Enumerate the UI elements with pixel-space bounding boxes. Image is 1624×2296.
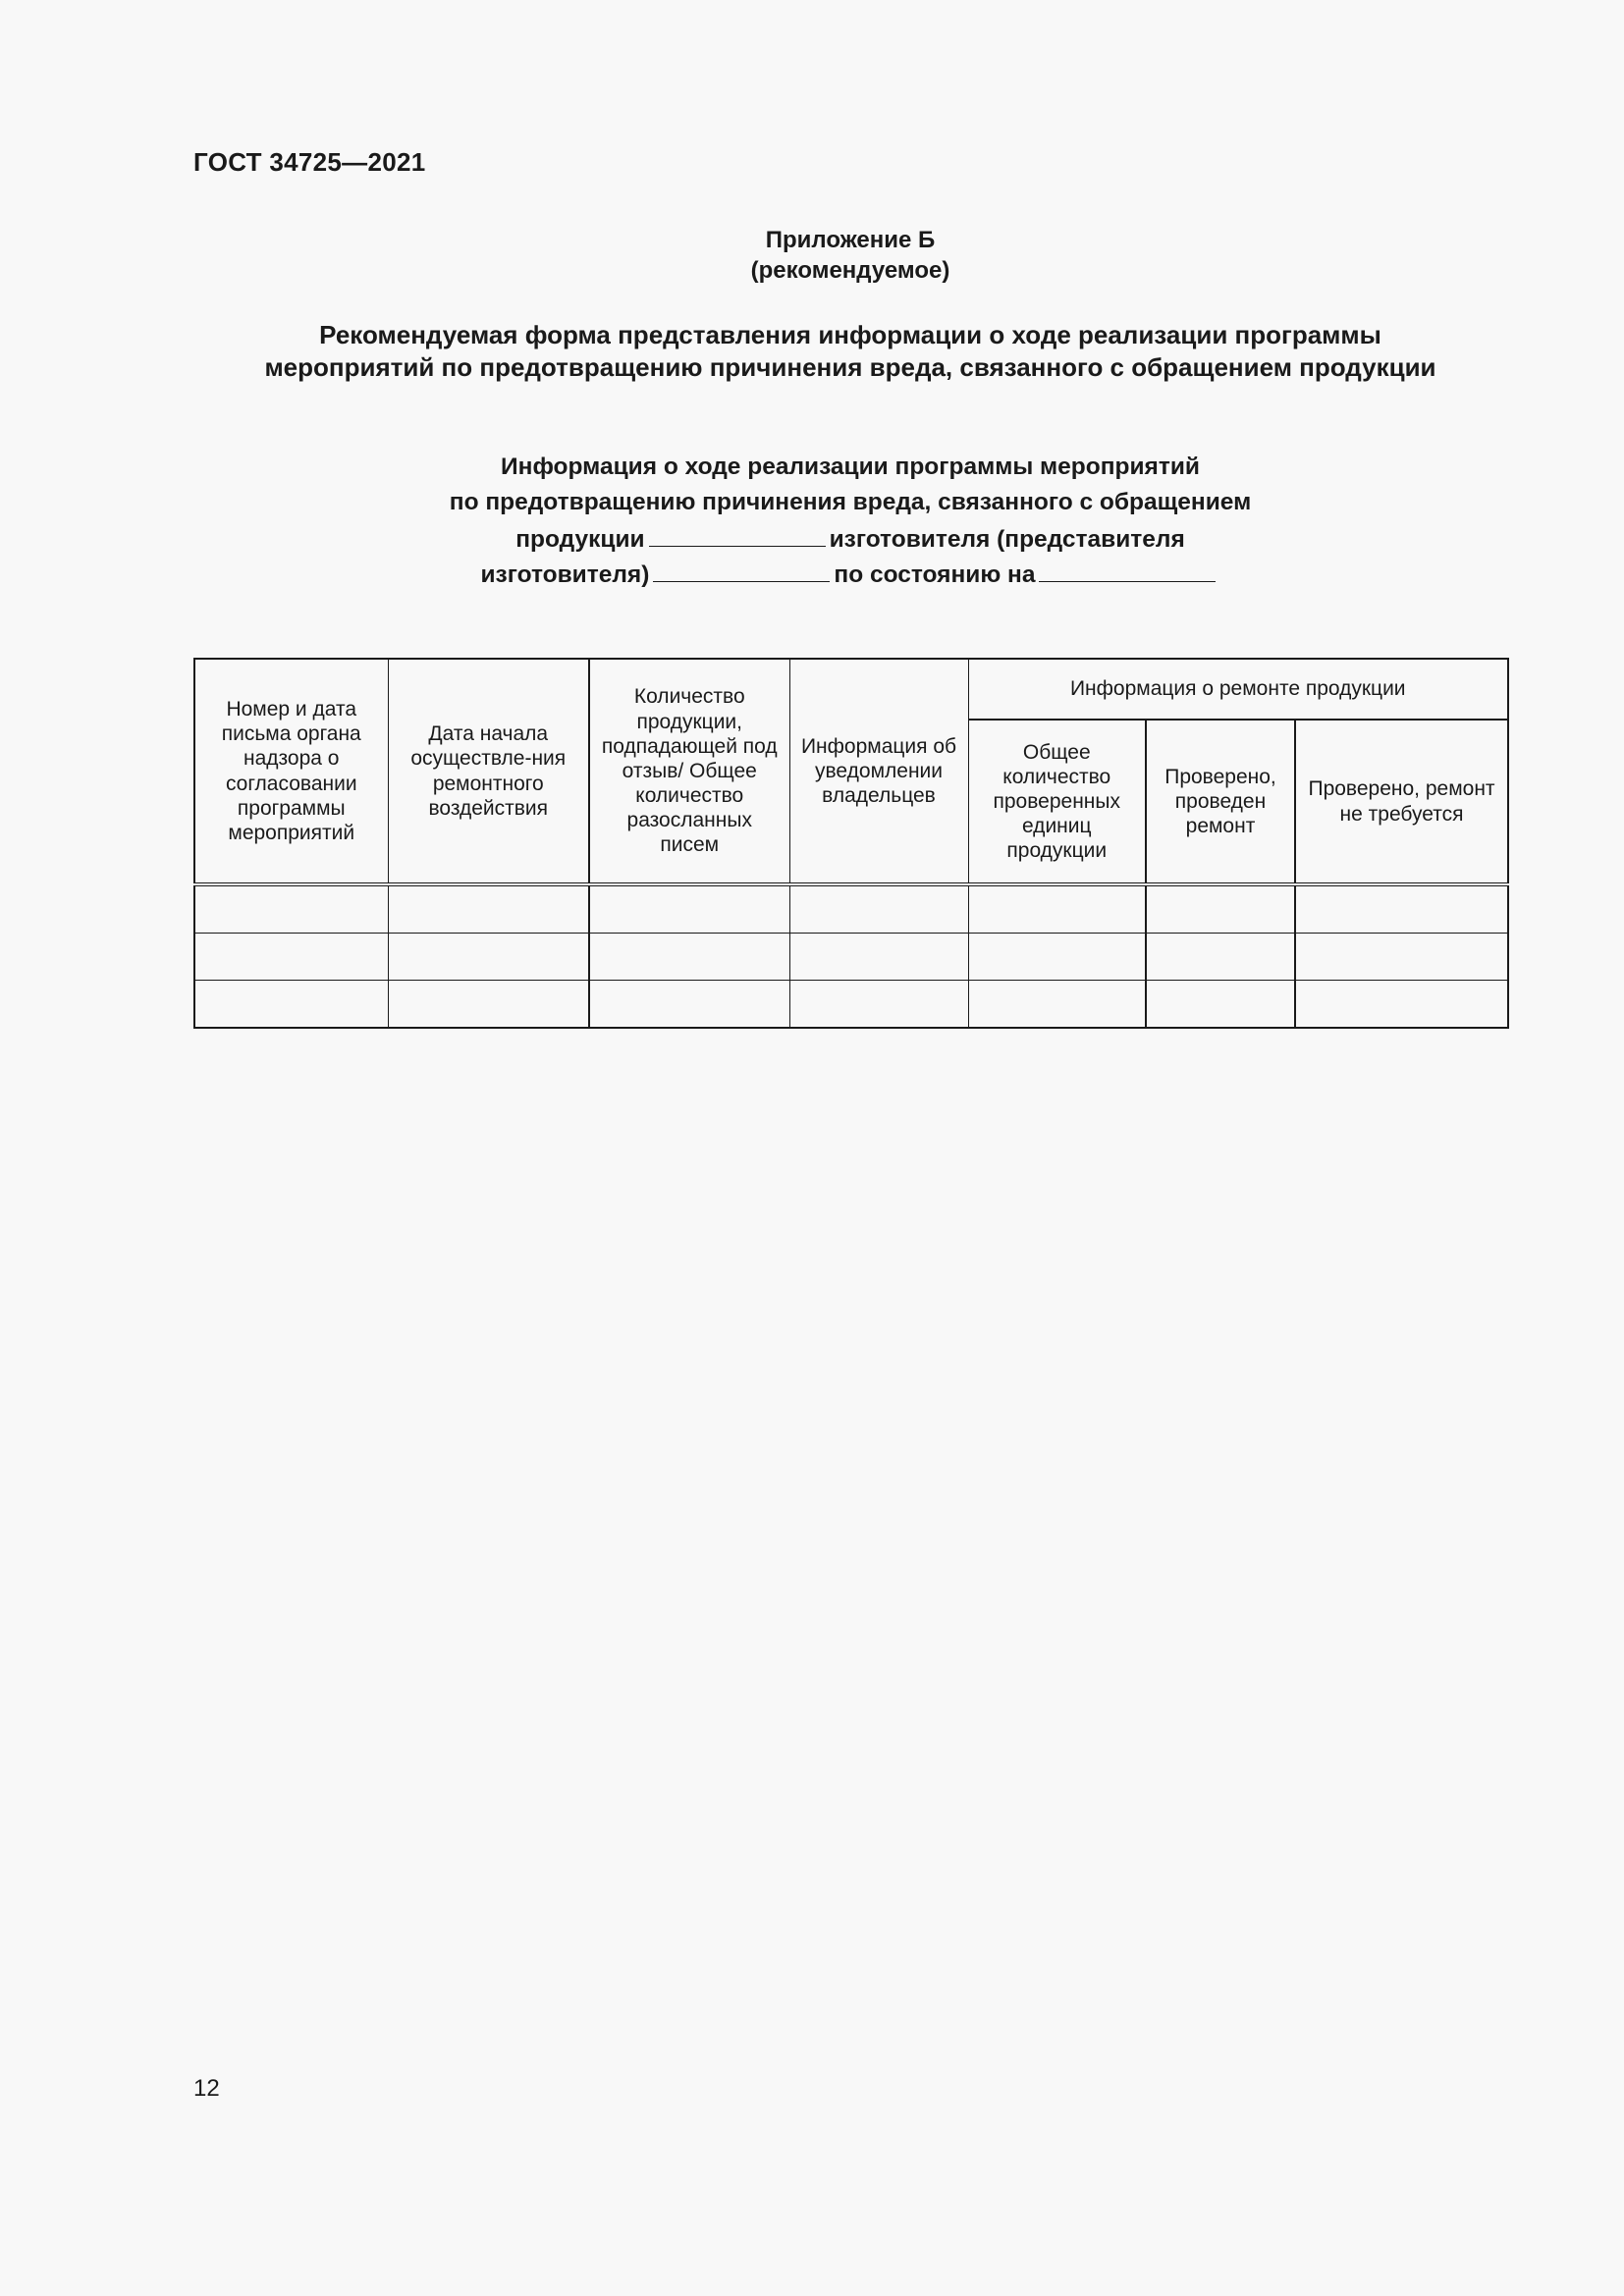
appendix-title: Приложение Б — [765, 227, 936, 253]
form-title-line-3-part-a: продукции — [515, 526, 645, 553]
information-form-table — [193, 658, 1509, 1029]
table-cell[interactable] — [388, 884, 589, 934]
form-title-line-4-part-a: изготовителя) — [480, 561, 650, 588]
form-title-line-4-part-b: по состоянию на — [834, 561, 1036, 588]
form-title-line-2: по предотвращению причинения вреда, связанного с обращением — [449, 489, 1252, 515]
column-header-product-quantity: Количество продукции, подпадающей под отзыв/ Общее количество разосланных писем — [589, 659, 789, 884]
table-cell[interactable] — [388, 934, 589, 981]
table-cell[interactable] — [968, 981, 1146, 1029]
form-title-line-4 — [295, 560, 1406, 589]
column-header-checked-no-repair: Проверено, ремонт не требуется — [1295, 720, 1508, 884]
form-title-line-3-part-b: изготовителя (представителя — [829, 526, 1185, 553]
page-number: 12 — [193, 2075, 220, 2102]
table-cell[interactable] — [589, 981, 789, 1029]
table-cell[interactable] — [968, 884, 1146, 934]
table-cell[interactable] — [194, 884, 388, 934]
table-cell[interactable] — [589, 934, 789, 981]
table-cell[interactable] — [388, 981, 589, 1029]
table-cell[interactable] — [1295, 981, 1508, 1029]
table-row — [194, 981, 1508, 1029]
form-title-line-3 — [295, 524, 1406, 554]
table-cell[interactable] — [789, 981, 968, 1029]
column-header-repair-start-date: Дата начала осуществле-ния ремонтного воздействия — [388, 659, 589, 884]
main-title-line-1: Рекомендуемая форма представления информации о ходе реализации программы — [319, 320, 1381, 349]
table-row — [194, 934, 1508, 981]
table-cell[interactable] — [789, 884, 968, 934]
column-header-total-checked: Общее количество проверенных единиц продукции — [968, 720, 1146, 884]
table-cell[interactable] — [789, 934, 968, 981]
main-title-line-2: мероприятий по предотвращению причинения вреда, связанного с обращением продукции — [264, 352, 1436, 382]
appendix-note: (рекомендуемое) — [750, 257, 950, 284]
group-header-repair-info: Информация о ремонте продукции — [968, 659, 1508, 720]
table-cell[interactable] — [1295, 884, 1508, 934]
table-cell[interactable] — [1295, 934, 1508, 981]
manufacturer-blank-line — [653, 560, 830, 582]
table-cell[interactable] — [968, 934, 1146, 981]
table-cell[interactable] — [194, 981, 388, 1029]
column-header-checked-repaired: Проверено, проведен ремонт — [1146, 720, 1295, 884]
table-cell[interactable] — [589, 884, 789, 934]
form-title-line-1: Информация о ходе реализации программы мероприятий — [501, 454, 1200, 480]
table-row — [194, 884, 1508, 934]
table-cell[interactable] — [1146, 934, 1295, 981]
table-cell[interactable] — [1146, 981, 1295, 1029]
column-header-owner-notification: Информация об уведомлении владельцев — [789, 659, 968, 884]
table-cell[interactable] — [194, 934, 388, 981]
column-header-letter-number-date: Номер и дата письма органа надзора о согласовании программы мероприятий — [194, 659, 388, 884]
table-cell[interactable] — [1146, 884, 1295, 934]
document-code: ГОСТ 34725—2021 — [193, 147, 426, 177]
product-blank-line — [649, 524, 826, 547]
date-blank-line — [1039, 560, 1216, 582]
